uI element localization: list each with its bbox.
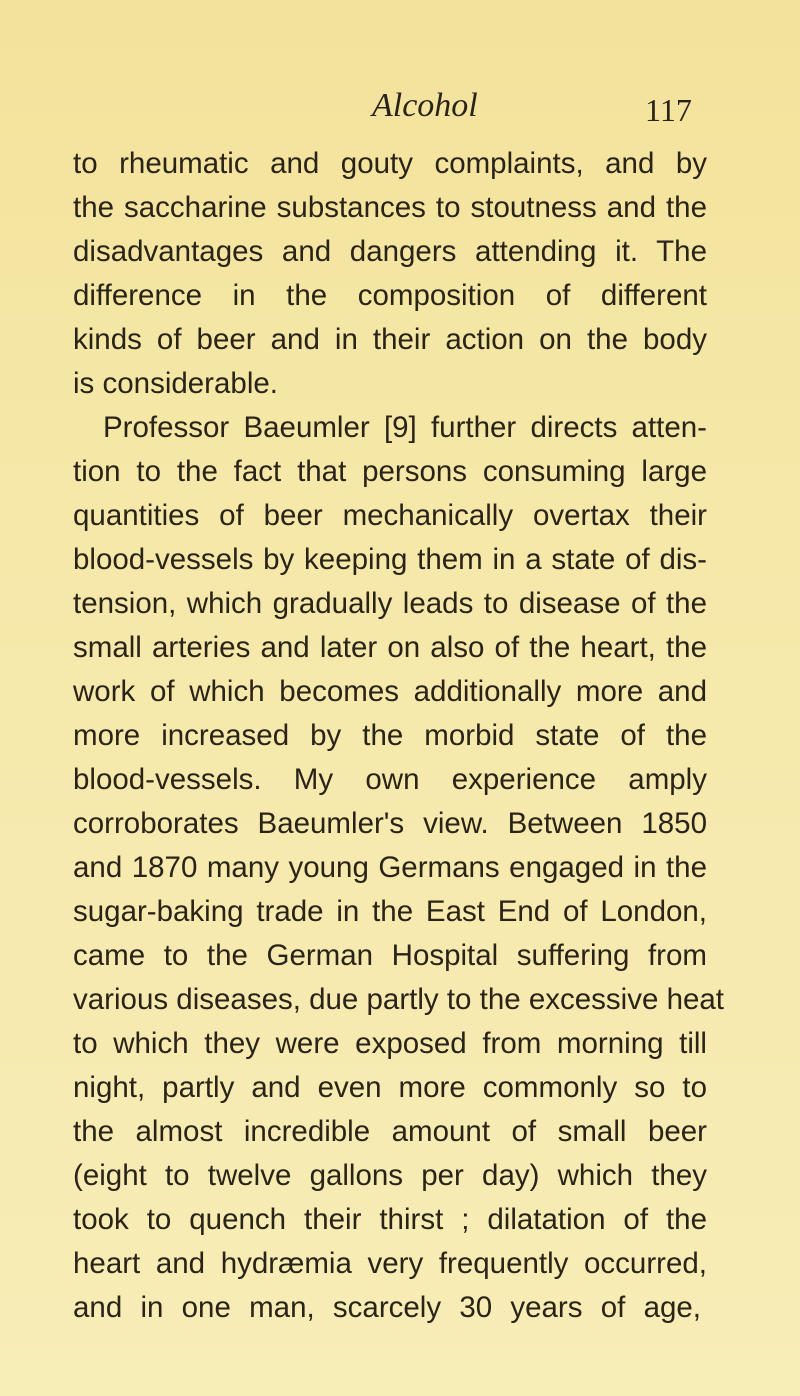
text-line: kinds of beer and in their action on the body [73, 323, 707, 356]
running-title: Alcohol [372, 87, 478, 124]
text-line: heart and hydræmia very frequently occurred, [73, 1247, 707, 1280]
text-line: work of which becomes additionally more and [73, 675, 707, 708]
text-line: to which they were exposed from morning till [73, 1027, 707, 1060]
text-line: disadvantages and dangers attending it. The [73, 235, 707, 268]
text-line: sugar-baking trade in the East End of London, [73, 895, 707, 928]
text-line: difference in the composition of different [73, 279, 707, 312]
text-line: (eight to twelve gallons per day) which they [73, 1159, 707, 1192]
text-line: blood-vessels by keeping them in a state of dis- [73, 543, 707, 576]
text-line: quantities of beer mechanically overtax their [73, 499, 707, 532]
text-line: blood-vessels. My own experience amply [73, 763, 707, 796]
text-line: and 1870 many young Germans engaged in the [73, 851, 707, 884]
text-line: tion to the fact that persons consuming large [73, 455, 707, 488]
text-line: various diseases, due partly to the excessive heat [73, 983, 725, 1016]
text-line: came to the German Hospital suffering from [73, 939, 707, 972]
text-line: to rheumatic and gouty complaints, and by [73, 147, 707, 180]
text-line: took to quench their thirst ; dilatation of the [73, 1203, 707, 1236]
text-line: night, partly and even more commonly so to [73, 1071, 707, 1104]
text-line: more increased by the morbid state of the [73, 719, 707, 752]
text-line: tension, which gradually leads to disease of the [73, 587, 707, 620]
text-line: and in one man, scarcely 30 years of age, [73, 1291, 701, 1324]
text-line: the almost incredible amount of small beer [73, 1115, 707, 1148]
text-line: Professor Baeumler [9] further directs atten- [103, 411, 707, 444]
text-line: small arteries and later on also of the heart, the [73, 631, 707, 664]
page-number: 117 [645, 92, 692, 128]
page-header [0, 86, 800, 126]
text-line: is considerable. [73, 367, 278, 400]
text-line: corroborates Baeumler's view. Between 1850 [73, 807, 707, 840]
text-line: the saccharine substances to stoutness and the [73, 191, 707, 224]
